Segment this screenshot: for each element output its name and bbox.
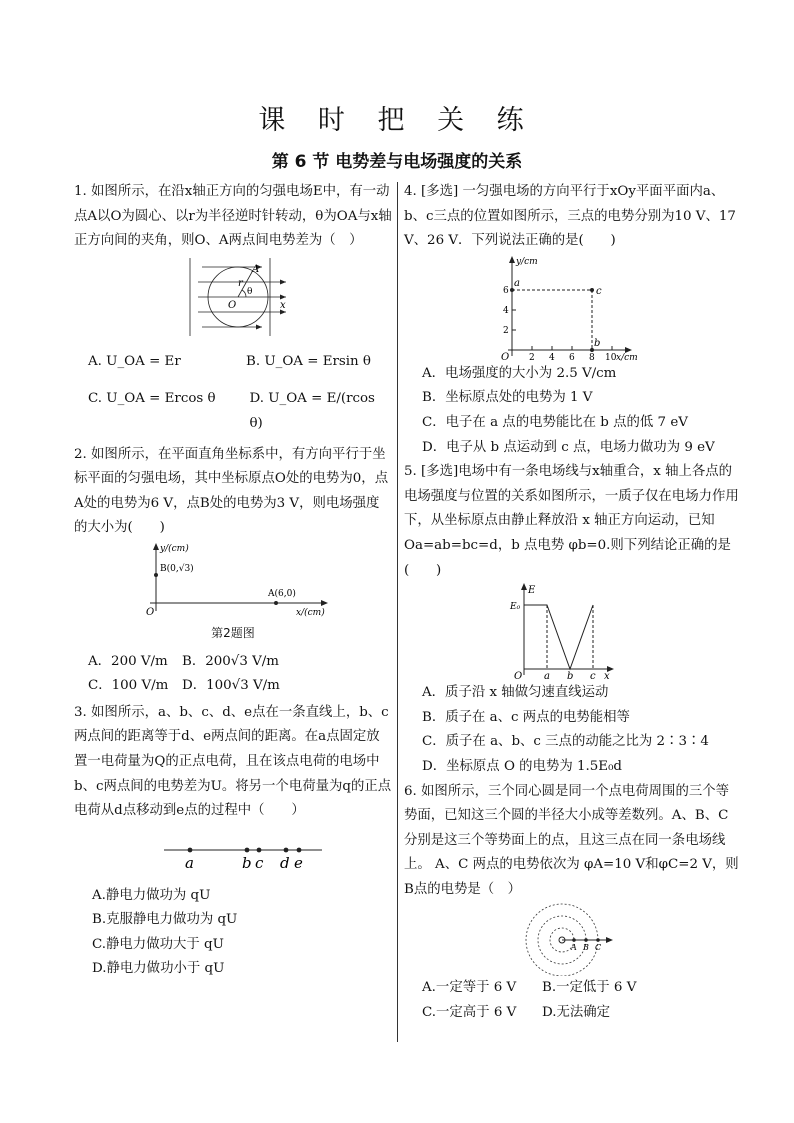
q2-option-a[interactable]: A．200 V/m	[88, 653, 168, 669]
q1-option-c[interactable]: C. U_OA = Ercos θ	[88, 391, 216, 407]
question-4-figure	[404, 254, 739, 362]
q3-label-a: a	[185, 853, 194, 872]
question-2-options-row-2	[74, 674, 392, 699]
q2-option-c[interactable]: C．100 V/m	[88, 678, 169, 694]
q6-option-a[interactable]: A.一定等于 6 V	[422, 980, 517, 996]
q3-option-c[interactable]: C.静电力做功大于 qU	[92, 936, 224, 952]
q4-label-a: a	[514, 277, 520, 289]
q4-tick-x6: 6	[569, 352, 575, 362]
question-2-caption: 第2题图	[211, 625, 255, 640]
q2-label-b: B(0,√3)	[160, 563, 194, 574]
question-6-options-row-2	[404, 1001, 739, 1026]
q3-label-e: e	[294, 853, 303, 872]
q2-option-b[interactable]: B．200√3 V/m	[182, 653, 279, 669]
q4-tick-x8: 8	[589, 352, 595, 362]
q5-option-c[interactable]: C．质子在 a、b、c 三点的动能之比为 2∶3∶4	[422, 734, 709, 750]
q2-label-x: x/(cm)	[296, 607, 325, 618]
question-6-options-row-1	[404, 976, 739, 1001]
q3-option-d[interactable]: D.静电力做功小于 qU	[92, 961, 225, 977]
q4-option-d[interactable]: D．电子从 b 点运动到 c 点，电场力做功为 9 eV	[422, 439, 715, 455]
q4-label-c: c	[596, 285, 602, 297]
q5-label-o: O	[514, 671, 523, 682]
q5-label-x: x	[604, 671, 610, 682]
q4-tick-y4: 4	[503, 305, 509, 316]
q5-label-e: E	[528, 585, 536, 597]
q3-option-b[interactable]: B.克服静电力做功为 qU	[92, 912, 238, 928]
question-4	[404, 180, 739, 460]
page-title: 课 时 把 关 练	[258, 105, 536, 136]
q6-label-a: A	[571, 943, 577, 953]
question-5-text: 5. [多选]电场中有一条电场线与x轴重合，x 轴上各点的电场强度与位置的关系如图所示，一质子仅在电场力作用下，从坐标原点由静止释放沿 x 轴正方向运动，已知 Oa=ab=bc=d，b 点电势 φb=0.则下列结论正确的是( )	[404, 464, 739, 578]
q2-label-a: A(6,0)	[268, 588, 296, 599]
q3-label-d: d	[280, 853, 290, 872]
q5-option-d[interactable]: D．坐标原点 O 的电势为 1.5E₀d	[422, 758, 623, 774]
question-1-options-row-1	[74, 350, 392, 375]
q4-option-a[interactable]: A．电场强度的大小为 2.5 V/cm	[422, 365, 617, 381]
question-6-text: 6. 如图所示，三个同心圆是同一个点电荷周围的三个等势面，已知这三个圆的半径大小成等差数列。A、B、C 分别是这三个等势面上的点，且这三点在同一条电场线上。 A、C 两点的电势依次为 φA=10 V和φC=2 V，则B点的电势是（ ）	[404, 783, 739, 897]
question-6	[404, 780, 739, 1026]
question-3-figure	[74, 824, 392, 884]
column-divider	[397, 182, 398, 1042]
q2-option-d[interactable]: D．100√3 V/m	[182, 678, 280, 694]
right-column	[404, 180, 739, 1026]
question-4-text: 4. [多选] 一匀强电场的方向平行于xOy平面平面内a、b、c三点的位置如图所示，三点的电势分别为10 V、17 V、26 V．下列说法正确的是( )	[404, 184, 736, 249]
q1-label-r: r	[238, 277, 243, 289]
q6-label-b: B	[583, 943, 589, 953]
q4-tick-x2: 2	[529, 352, 535, 362]
q1-option-a[interactable]: A. U_OA = Er	[88, 353, 181, 369]
question-3-text: 3. 如图所示，a、b、c、d、e点在一条直线上，b、c两点间的距离等于d、e两点间的距离。在a点固定放置一电荷量为Q的正点电荷，且在该点电荷的电场中b、c两点间的电势差为U。将另一个电荷量为q的正点电荷从d点移动到e点的过程中（ ）	[74, 704, 392, 819]
question-1-text: 1. 如图所示，在沿x轴正方向的匀强电场E中，有一动点A以O为圆心、以r为半径逆时针转动，θ为OA与x轴正方向间的夹角，则O、A两点间电势差为（ ）	[74, 184, 392, 249]
q1-label-o: O	[228, 299, 237, 311]
q4-tick-y6: 6	[503, 285, 509, 296]
q3-label-b: b	[242, 853, 252, 872]
q1-option-d[interactable]: D. U_OA = E/(rcos θ)	[249, 391, 375, 431]
q4-tick-x4: 4	[549, 352, 555, 362]
q4-option-c[interactable]: C．电子在 a 点的电势能比在 b 点的低 7 eV	[422, 414, 688, 430]
question-2-options-row-1	[74, 650, 392, 675]
q4-tick-y2: 2	[503, 325, 509, 336]
question-3	[74, 701, 392, 982]
left-column	[74, 180, 392, 982]
question-1-options-row-2	[74, 387, 392, 436]
q5-label-e0: E₀	[510, 602, 521, 613]
q1-label-theta: θ	[247, 286, 253, 297]
q5-option-b[interactable]: B．质子在 a、c 两点的电势能相等	[422, 709, 630, 725]
question-2	[74, 443, 392, 699]
question-1-figure	[74, 254, 392, 346]
q1-option-b[interactable]: B. U_OA = Ersin θ	[246, 353, 371, 369]
q5-option-a[interactable]: A．质子沿 x 轴做匀速直线运动	[422, 685, 609, 701]
q2-label-y: y/(cm)	[160, 543, 189, 554]
q2-label-o: O	[146, 606, 155, 618]
q3-label-c: c	[255, 853, 264, 872]
q5-label-b: b	[567, 671, 574, 682]
q4-label-x: x/cm	[616, 352, 638, 362]
q4-label-o: O	[501, 351, 510, 362]
q6-option-c[interactable]: C.一定高于 6 V	[422, 1005, 517, 1021]
question-2-figure	[74, 541, 392, 619]
q1-label-a: A	[252, 263, 260, 275]
question-5-figure	[404, 583, 739, 681]
q4-label-b: b	[594, 337, 601, 349]
q6-option-b[interactable]: B.一定低于 6 V	[542, 980, 637, 996]
q4-option-b[interactable]: B．坐标原点处的电势为 1 V	[422, 390, 593, 406]
q6-label-c: C	[595, 943, 602, 953]
q4-label-y: y/cm	[516, 256, 538, 267]
q4-tick-x10: 10	[605, 352, 617, 362]
question-5	[404, 460, 739, 779]
question-6-figure	[404, 902, 739, 976]
question-1	[74, 180, 392, 437]
q5-label-a: a	[544, 671, 550, 682]
question-2-text: 2. 如图所示，在平面直角坐标系中，有方向平行于坐标平面的匀强电场，其中坐标原点O处的电势为0，点A处的电势为6 V，点B处的电势为3 V，则电场强度的大小为( )	[74, 446, 389, 536]
q6-option-d[interactable]: D.无法确定	[542, 1005, 611, 1021]
q3-option-a[interactable]: A.静电力做功为 qU	[92, 887, 211, 903]
q5-label-c: c	[590, 671, 596, 682]
q1-label-x: x	[280, 299, 286, 311]
section-title: 第 6 节 电势差与电场强度的关系	[271, 152, 523, 172]
